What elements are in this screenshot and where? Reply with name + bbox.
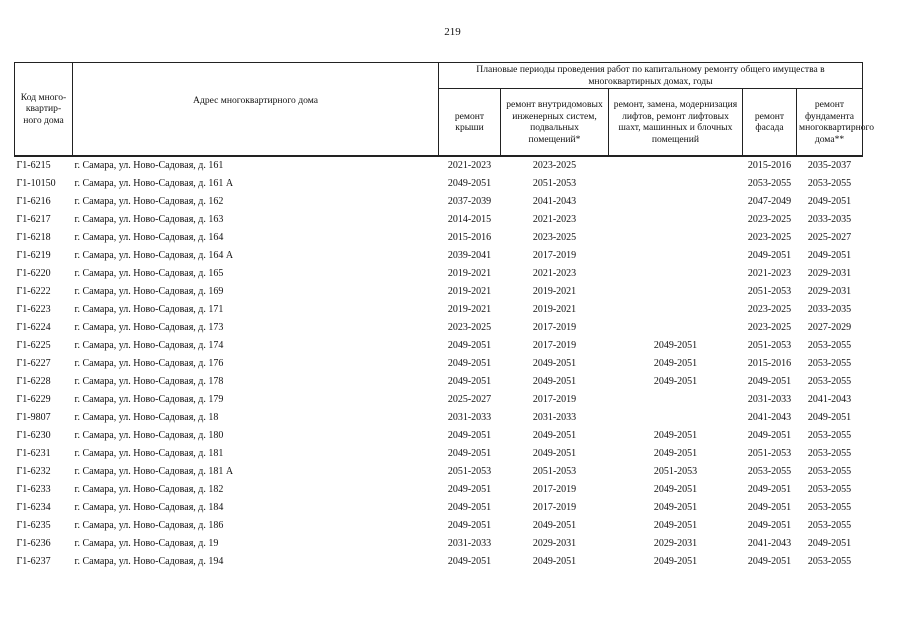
table-row bbox=[15, 391, 863, 409]
cell-facade: 2049-2051 bbox=[747, 376, 792, 387]
cell-code: Г1-6218 bbox=[16, 232, 51, 243]
cell-roof: 2049-2051 bbox=[447, 520, 492, 531]
cell-code: Г1-10150 bbox=[16, 178, 56, 189]
cell-engineering: 2021-2023 bbox=[532, 268, 577, 279]
cell-elevators bbox=[609, 175, 743, 193]
cell-engineering: 2049-2051 bbox=[532, 358, 577, 369]
table-row bbox=[15, 445, 863, 463]
cell-elevators: 2049-2051 bbox=[653, 556, 698, 567]
cell-address: г. Самара, ул. Ново-Садовая, д. 174 bbox=[74, 340, 224, 351]
cell-foundation: 2053-2055 bbox=[807, 466, 852, 477]
cell-address: г. Самара, ул. Ново-Садовая, д. 173 bbox=[74, 322, 224, 333]
cell-foundation: 2053-2055 bbox=[807, 448, 852, 459]
table-row bbox=[15, 553, 863, 571]
cell-address: г. Самара, ул. Ново-Садовая, д. 18 bbox=[74, 412, 219, 423]
cell-roof: 2019-2021 bbox=[447, 286, 492, 297]
cell-engineering: 2017-2019 bbox=[532, 250, 577, 261]
cell-elevators: 2049-2051 bbox=[653, 448, 698, 459]
cell-elevators: 2049-2051 bbox=[653, 520, 698, 531]
table-row bbox=[15, 337, 863, 355]
cell-code: Г1-6227 bbox=[16, 358, 51, 369]
cell-roof: 2015-2016 bbox=[447, 232, 492, 243]
header-facade: ремонт фасада bbox=[743, 89, 797, 157]
cell-elevators bbox=[609, 247, 743, 265]
cell-roof: 2049-2051 bbox=[447, 484, 492, 495]
cell-foundation: 2053-2055 bbox=[807, 484, 852, 495]
table-row bbox=[15, 499, 863, 517]
cell-code: Г1-6233 bbox=[16, 484, 51, 495]
cell-engineering: 2041-2043 bbox=[532, 196, 577, 207]
cell-roof: 2031-2033 bbox=[447, 538, 492, 549]
cell-address: г. Самара, ул. Ново-Садовая, д. 178 bbox=[74, 376, 224, 387]
cell-elevators: 2049-2051 bbox=[653, 340, 698, 351]
table-row bbox=[15, 283, 863, 301]
cell-engineering: 2017-2019 bbox=[532, 484, 577, 495]
cell-address: г. Самара, ул. Ново-Садовая, д. 162 bbox=[74, 196, 224, 207]
cell-address: г. Самара, ул. Ново-Садовая, д. 19 bbox=[74, 538, 219, 549]
cell-elevators: 2049-2051 bbox=[653, 484, 698, 495]
header-foundation: ремонт фундамента многоквартирного дома** bbox=[797, 89, 863, 157]
cell-roof: 2049-2051 bbox=[447, 430, 492, 441]
cell-address: г. Самара, ул. Ново-Садовая, д. 164 А bbox=[74, 250, 234, 261]
cell-elevators bbox=[609, 265, 743, 283]
page-number: 219 bbox=[444, 26, 461, 38]
cell-roof: 2049-2051 bbox=[447, 376, 492, 387]
cell-elevators bbox=[609, 211, 743, 229]
cell-foundation: 2035-2037 bbox=[807, 160, 852, 171]
table-row bbox=[15, 265, 863, 283]
cell-facade: 2049-2051 bbox=[747, 430, 792, 441]
cell-foundation: 2049-2051 bbox=[807, 196, 852, 207]
cell-engineering: 2019-2021 bbox=[532, 304, 577, 315]
table-row bbox=[15, 247, 863, 265]
header-elevators: ремонт, замена, модернизация лифтов, ремонт лифтовых шахт, машинных и блочных помещений bbox=[609, 89, 743, 157]
table-header bbox=[15, 63, 875, 157]
header-roof: ремонт крыши bbox=[439, 89, 501, 157]
cell-roof: 2031-2033 bbox=[447, 412, 492, 423]
cell-elevators bbox=[609, 301, 743, 319]
cell-engineering: 2049-2051 bbox=[532, 520, 577, 531]
cell-elevators: 2049-2051 bbox=[653, 376, 698, 387]
cell-elevators bbox=[609, 156, 743, 175]
cell-code: Г1-6236 bbox=[16, 538, 51, 549]
cell-roof: 2049-2051 bbox=[447, 358, 492, 369]
cell-code: Г1-6234 bbox=[16, 502, 51, 513]
cell-facade: 2023-2025 bbox=[747, 322, 792, 333]
capital-repair-table bbox=[14, 62, 875, 571]
cell-roof: 2049-2051 bbox=[447, 448, 492, 459]
cell-address: г. Самара, ул. Ново-Садовая, д. 194 bbox=[74, 556, 224, 567]
header-address: Адрес многоквартирного дома bbox=[73, 63, 439, 157]
cell-facade: 2051-2053 bbox=[747, 286, 792, 297]
table-row bbox=[15, 175, 863, 193]
cell-address: г. Самара, ул. Ново-Садовая, д. 181 А bbox=[74, 466, 234, 477]
cell-facade: 2021-2023 bbox=[747, 268, 792, 279]
cell-roof: 2049-2051 bbox=[447, 340, 492, 351]
cell-facade: 2053-2055 bbox=[747, 178, 792, 189]
table-row bbox=[15, 409, 863, 427]
cell-elevators: 2029-2031 bbox=[653, 538, 698, 549]
cell-address: г. Самара, ул. Ново-Садовая, д. 161 bbox=[74, 160, 224, 171]
cell-elevators: 2049-2051 bbox=[653, 430, 698, 441]
cell-elevators bbox=[609, 319, 743, 337]
cell-foundation: 2053-2055 bbox=[807, 556, 852, 567]
cell-roof: 2037-2039 bbox=[447, 196, 492, 207]
cell-code: Г1-6228 bbox=[16, 376, 51, 387]
cell-foundation: 2053-2055 bbox=[807, 520, 852, 531]
cell-engineering: 2017-2019 bbox=[532, 502, 577, 513]
cell-code: Г1-9807 bbox=[16, 412, 51, 423]
cell-code: Г1-6229 bbox=[16, 394, 51, 405]
cell-engineering: 2023-2025 bbox=[532, 232, 577, 243]
cell-code: Г1-6237 bbox=[16, 556, 51, 567]
cell-foundation: 2029-2031 bbox=[807, 268, 852, 279]
cell-roof: 2039-2041 bbox=[447, 250, 492, 261]
cell-facade: 2047-2049 bbox=[747, 196, 792, 207]
cell-elevators bbox=[609, 391, 743, 409]
cell-facade: 2023-2025 bbox=[747, 304, 792, 315]
cell-foundation: 2041-2043 bbox=[807, 394, 852, 405]
cell-address: г. Самара, ул. Ново-Садовая, д. 169 bbox=[74, 286, 224, 297]
cell-facade: 2015-2016 bbox=[747, 358, 792, 369]
cell-foundation: 2053-2055 bbox=[807, 376, 852, 387]
cell-foundation: 2033-2035 bbox=[807, 214, 852, 225]
cell-facade: 2023-2025 bbox=[747, 232, 792, 243]
cell-elevators: 2051-2053 bbox=[653, 466, 698, 477]
cell-foundation: 2053-2055 bbox=[807, 430, 852, 441]
table-row bbox=[15, 517, 863, 535]
table-row bbox=[15, 319, 863, 337]
cell-address: г. Самара, ул. Ново-Садовая, д. 186 bbox=[74, 520, 224, 531]
cell-address: г. Самара, ул. Ново-Садовая, д. 171 bbox=[74, 304, 224, 315]
cell-engineering: 2049-2051 bbox=[532, 556, 577, 567]
cell-engineering: 2049-2051 bbox=[532, 448, 577, 459]
cell-facade: 2051-2053 bbox=[747, 340, 792, 351]
cell-address: г. Самара, ул. Ново-Садовая, д. 179 bbox=[74, 394, 224, 405]
cell-foundation: 2053-2055 bbox=[807, 502, 852, 513]
table-row bbox=[15, 156, 863, 175]
cell-facade: 2053-2055 bbox=[747, 466, 792, 477]
cell-address: г. Самара, ул. Ново-Садовая, д. 165 bbox=[74, 268, 224, 279]
cell-foundation: 2033-2035 bbox=[807, 304, 852, 315]
cell-foundation: 2049-2051 bbox=[807, 538, 852, 549]
table-row bbox=[15, 373, 863, 391]
cell-elevators bbox=[609, 193, 743, 211]
cell-code: Г1-6225 bbox=[16, 340, 51, 351]
cell-code: Г1-6224 bbox=[16, 322, 51, 333]
cell-facade: 2049-2051 bbox=[747, 250, 792, 261]
cell-code: Г1-6223 bbox=[16, 304, 51, 315]
cell-roof: 2021-2023 bbox=[447, 160, 492, 171]
cell-address: г. Самара, ул. Ново-Садовая, д. 176 bbox=[74, 358, 224, 369]
cell-facade: 2049-2051 bbox=[747, 556, 792, 567]
cell-facade: 2015-2016 bbox=[747, 160, 792, 171]
cell-facade: 2049-2051 bbox=[747, 520, 792, 531]
table-row bbox=[15, 481, 863, 499]
cell-foundation: 2025-2027 bbox=[807, 232, 852, 243]
cell-code: Г1-6216 bbox=[16, 196, 51, 207]
cell-address: г. Самара, ул. Ново-Садовая, д. 161 А bbox=[74, 178, 234, 189]
header-planned-periods: Плановые периоды проведения работ по капитальному ремонту общего имущества в многоквартирных домах, годы bbox=[439, 63, 863, 89]
cell-code: Г1-6230 bbox=[16, 430, 51, 441]
table-row bbox=[15, 211, 863, 229]
cell-elevators bbox=[609, 229, 743, 247]
cell-engineering: 2051-2053 bbox=[532, 178, 577, 189]
table-row bbox=[15, 301, 863, 319]
cell-engineering: 2051-2053 bbox=[532, 466, 577, 477]
cell-foundation: 2053-2055 bbox=[807, 340, 852, 351]
cell-elevators: 2049-2051 bbox=[653, 502, 698, 513]
cell-foundation: 2049-2051 bbox=[807, 250, 852, 261]
cell-facade: 2049-2051 bbox=[747, 502, 792, 513]
cell-address: г. Самара, ул. Ново-Садовая, д. 184 bbox=[74, 502, 224, 513]
cell-address: г. Самара, ул. Ново-Садовая, д. 180 bbox=[74, 430, 224, 441]
cell-facade: 2051-2053 bbox=[747, 448, 792, 459]
cell-roof: 2019-2021 bbox=[447, 268, 492, 279]
cell-elevators bbox=[609, 283, 743, 301]
table-body bbox=[15, 156, 863, 571]
cell-code: Г1-6217 bbox=[16, 214, 51, 225]
cell-facade: 2041-2043 bbox=[747, 412, 792, 423]
cell-facade: 2049-2051 bbox=[747, 484, 792, 495]
cell-engineering: 2031-2033 bbox=[532, 412, 577, 423]
cell-engineering: 2049-2051 bbox=[532, 376, 577, 387]
cell-roof: 2051-2053 bbox=[447, 466, 492, 477]
cell-engineering: 2029-2031 bbox=[532, 538, 577, 549]
cell-code: Г1-6232 bbox=[16, 466, 51, 477]
cell-address: г. Самара, ул. Ново-Садовая, д. 163 bbox=[74, 214, 224, 225]
cell-roof: 2019-2021 bbox=[447, 304, 492, 315]
cell-roof: 2014-2015 bbox=[447, 214, 492, 225]
cell-facade: 2041-2043 bbox=[747, 538, 792, 549]
cell-elevators bbox=[609, 409, 743, 427]
header-code: Код много-квартир-ного дома bbox=[15, 63, 73, 157]
cell-engineering: 2019-2021 bbox=[532, 286, 577, 297]
cell-code: Г1-6231 bbox=[16, 448, 51, 459]
table-row bbox=[15, 463, 863, 481]
cell-code: Г1-6222 bbox=[16, 286, 51, 297]
cell-foundation: 2049-2051 bbox=[807, 412, 852, 423]
table-row bbox=[15, 427, 863, 445]
cell-address: г. Самара, ул. Ново-Садовая, д. 164 bbox=[74, 232, 224, 243]
cell-facade: 2023-2025 bbox=[747, 214, 792, 225]
table-row bbox=[15, 355, 863, 373]
table-row bbox=[15, 229, 863, 247]
cell-engineering: 2017-2019 bbox=[532, 340, 577, 351]
cell-foundation: 2027-2029 bbox=[807, 322, 852, 333]
cell-foundation: 2053-2055 bbox=[807, 358, 852, 369]
cell-roof: 2049-2051 bbox=[447, 556, 492, 567]
cell-code: Г1-6220 bbox=[16, 268, 51, 279]
cell-foundation: 2029-2031 bbox=[807, 286, 852, 297]
cell-roof: 2049-2051 bbox=[447, 502, 492, 513]
header-engineering: ремонт внутридомовых инженерных систем, подвальных помещений* bbox=[501, 89, 609, 157]
table-row bbox=[15, 535, 863, 553]
cell-engineering: 2049-2051 bbox=[532, 430, 577, 441]
cell-roof: 2049-2051 bbox=[447, 178, 492, 189]
cell-code: Г1-6215 bbox=[16, 160, 51, 171]
cell-address: г. Самара, ул. Ново-Садовая, д. 182 bbox=[74, 484, 224, 495]
cell-code: Г1-6219 bbox=[16, 250, 51, 261]
table-row bbox=[15, 193, 863, 211]
cell-elevators: 2049-2051 bbox=[653, 358, 698, 369]
cell-facade: 2031-2033 bbox=[747, 394, 792, 405]
cell-engineering: 2017-2019 bbox=[532, 322, 577, 333]
cell-roof: 2023-2025 bbox=[447, 322, 492, 333]
cell-code: Г1-6235 bbox=[16, 520, 51, 531]
cell-engineering: 2021-2023 bbox=[532, 214, 577, 225]
cell-roof: 2025-2027 bbox=[447, 394, 492, 405]
cell-engineering: 2017-2019 bbox=[532, 394, 577, 405]
cell-address: г. Самара, ул. Ново-Садовая, д. 181 bbox=[74, 448, 224, 459]
cell-engineering: 2023-2025 bbox=[532, 160, 577, 171]
cell-foundation: 2053-2055 bbox=[807, 178, 852, 189]
